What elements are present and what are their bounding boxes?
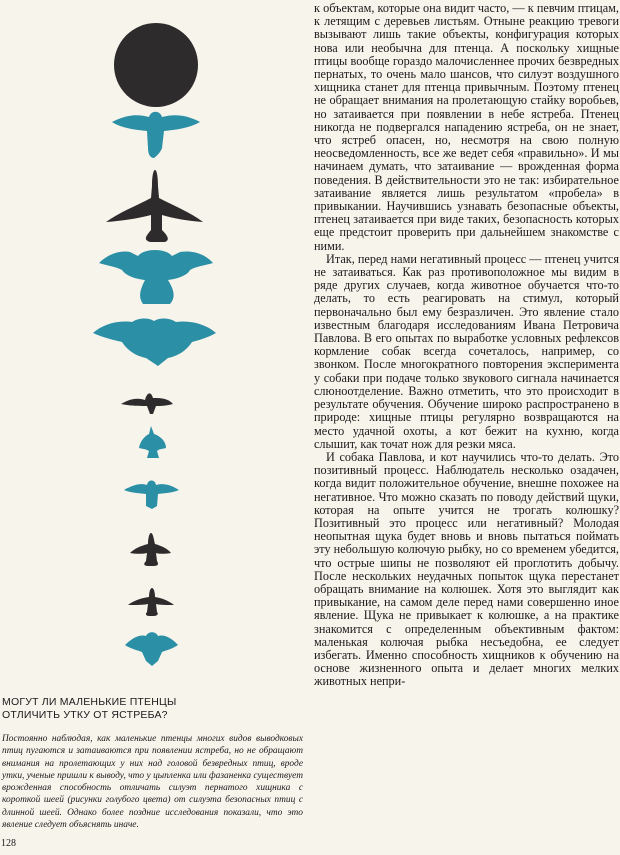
- caption-title: [2, 696, 302, 722]
- body-paragraph-2: Итак, перед нами негативный процесс — птенец учится не затаиваться. Как раз противоположное мы видим в ряде других случаев, когда животное обучается что-то делать, то есть реагировать на стимул, который первоначально был ему безразличен. Это явление стало известным благодаря исследованиям Ивана Петровича Павлова. В его опытах по выработке условных рефлексов кормление собак всегда сочеталось, например, со звонком. После многократного повторения эксперимента у собаки при подаче только звукового сигнала начинается слюноотделение. Важно отметить, что это происходит в результате обучения. Обучение широко распространено в природе: хищные птицы регулярно возвращаются на место удачной охоты, а кот бежит на кухню, когда слышит, как точат нож для резки мяса.: [314, 251, 619, 451]
- hawk-silhouette-1: [112, 112, 200, 158]
- eagle-silhouette-2: [93, 318, 216, 366]
- small-bird-silhouette-6: [125, 632, 178, 666]
- caption-text: Постоянно наблюдая, как маленькие птенцы многих видов выводковых птиц пугаются и затаиваются при появлении ястреба, но не обращают внимания на пролетающих у них над головой безвредных птиц, вроде утки, ученые пришли к выводу, что у цыпленка или фазаненка существует врожденная способность отличать силуэт пернатого хищника с короткой шеей (рисунки голубого цвета) от силуэта безопасных птиц с длинной шеей. Однако более поздние исследования показали, что это явление следует объяснять иначе.: [2, 734, 303, 831]
- body-text-column: [314, 2, 619, 689]
- small-bird-silhouette-1: [121, 393, 173, 414]
- small-bird-silhouette-4: [130, 533, 171, 566]
- goose-silhouette: [106, 170, 203, 242]
- caption-title-line-1: МОГУТ ЛИ МАЛЕНЬКИЕ ПТЕНЦЫ: [2, 696, 177, 708]
- page-number: 128: [1, 838, 16, 849]
- small-bird-silhouette-5: [128, 588, 174, 616]
- bird-silhouettes-figure: [0, 0, 300, 690]
- small-bird-silhouette-3: [124, 481, 179, 510]
- sun-disc-silhouette: [114, 23, 198, 107]
- body-paragraph-1: к объектам, которые она видит часто, — к певчим птицам, к летящим с деревьев листьям. Отныне реакцию тревоги вызывают лишь такие объекты, конфигурация которых нова или необычна для птенца. А поскольку хищные птицы вообще гораздо малочисленнее прочих безвредных пернатых, то очень мало шансов, что силуэт воздушного хищника станет для птенца привычным. Поэтому птенец не обращает внимания на пролетающую стайку воробьев, но затаивается при появлении в небе ястреба. Птенец никогда не подвергался нападению ястреба, он не знает, что ястреб опасен, но, несмотря на свою полную неосведомленность, все же ведет себя «правильно». И мы начинаем думать, что затаивание — врожденная форма поведения. В действительности это не так: избирательное затаивание является лишь результатом «пробела» в привыкании. Научившись узнавать безопасные объекты, птенец затаивается при виде таких, безопасность которых еще предстоит проверить при дальнейшем знакомстве с ними.: [314, 1, 619, 253]
- body-paragraph-3: И собака Павлова, и кот научились что-то делать. Это позитивный процесс. Наблюдатель несколько озадачен, когда видит положительное обучение, внешне похожее на негативное. Что можно сказать по поводу действий щуки, которая на опыте учится не трогать колюшку? Позитивный это процесс или негативный? Молодая неопытная щука будет вновь и вновь пытаться поймать эту небольшую колючую рыбку, но со временем убедится, что острые шипы не позволяют ей проглотить добычу. После нескольких неудачных попыток щука перестанет обращать внимание на колюшек. Хотя это выглядит как привыкание, на самом деле перед нами совершенно иное явление. Щука не привыкает к колюшке, а на практике знакомится с определенным объективным фактом: маленькая колючая рыбка несъедобна, ее следует избегать. Именно способность хищников к обучению на основе жизненного опыта и делает многих мелких животных непри-: [314, 449, 619, 689]
- eagle-silhouette-1: [99, 250, 213, 304]
- small-bird-silhouette-2: [139, 426, 166, 458]
- caption-title-line-2: ОТЛИЧИТЬ УТКУ ОТ ЯСТРЕБА?: [2, 709, 168, 721]
